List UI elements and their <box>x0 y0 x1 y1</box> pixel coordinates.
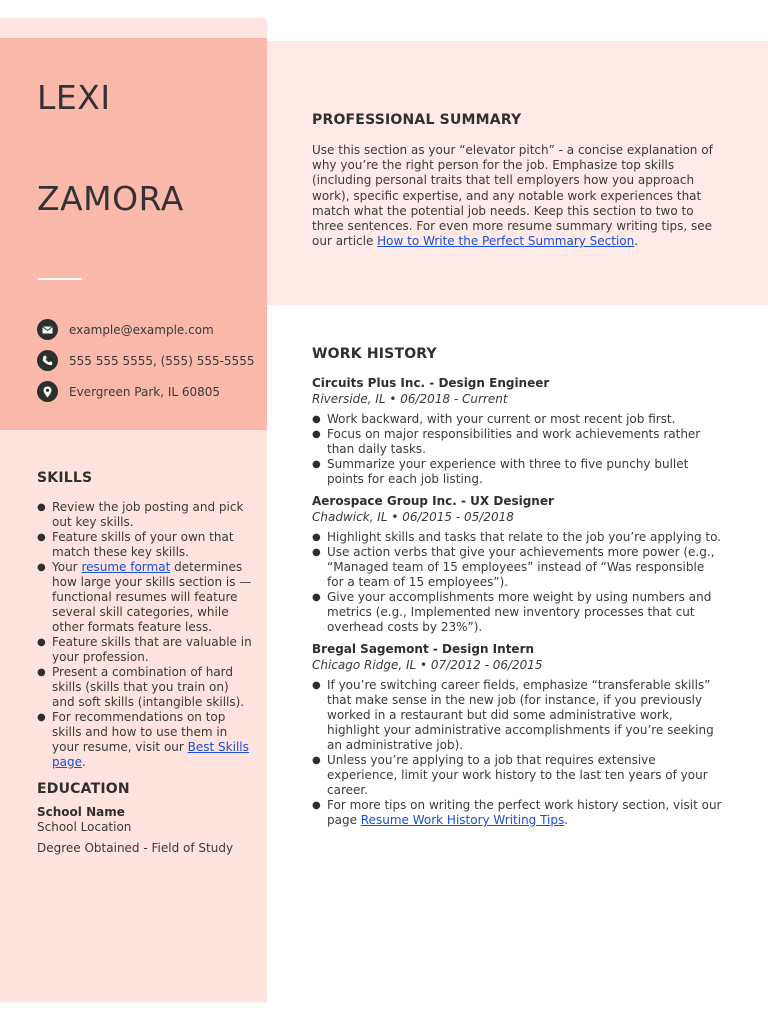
job-meta: Chadwick, IL • 06/2015 - 05/2018 <box>312 510 514 524</box>
list-item: ● Highlight skills and tasks that relate to the job you’re applying to. <box>312 530 722 545</box>
map-pin-icon <box>37 381 58 402</box>
school-location: School Location <box>37 820 132 834</box>
degree: Degree Obtained - Field of Study <box>37 841 234 855</box>
job-bullets <box>312 412 722 487</box>
list-item: ● Review the job posting and pick out key skills. <box>37 500 252 530</box>
envelope-icon <box>37 319 58 340</box>
list-item: ● Work backward, with your current or most recent job first. <box>312 412 722 427</box>
job-entry <box>312 493 722 635</box>
contact-email: example@example.com <box>69 322 214 337</box>
summary-heading: PROFESSIONAL SUMMARY <box>312 112 522 128</box>
list-item: ● For more tips on writing the perfect work history section, visit our page Resume Work History Writing Tips. <box>312 798 722 828</box>
skills-heading: SKILLS <box>37 470 93 486</box>
job-bullets <box>312 530 722 635</box>
education-heading: EDUCATION <box>37 781 130 797</box>
name-divider <box>38 278 82 280</box>
contact-address: Evergreen Park, IL 60805 <box>69 384 221 399</box>
list-item: ● If you’re switching career fields, emphasize “transferable skills” that make sense in the new job (for instance, if you previously worked in a restaurant but did some administrative work, highlight your administrative accomplishments if you’re seeking an administrative job). <box>312 678 722 753</box>
skills-list <box>37 500 252 770</box>
job-title: Aerospace Group Inc. - UX Designer <box>312 494 554 508</box>
job-meta: Chicago Ridge, IL • 07/2012 - 06/2015 <box>312 658 543 672</box>
list-item: ● For recommendations on top skills and how to use them in your resume, visit our Best Skills page. <box>37 710 252 770</box>
school-name: School Name <box>37 805 125 819</box>
phone-icon <box>37 350 58 371</box>
list-item: ● Focus on major responsibilities and work achievements rather than daily tasks. <box>312 427 722 457</box>
list-item: ● Summarize your experience with three to five punchy bullet points for each job listing. <box>312 457 722 487</box>
job-title: Circuits Plus Inc. - Design Engineer <box>312 376 550 390</box>
best-skills-link[interactable]: Best Skills page <box>52 740 249 769</box>
list-item: ● Your resume format determines how large your skills section is — functional resumes will feature several skill categories, while other formats feature less. <box>37 560 252 635</box>
work-history-tips-link[interactable]: Resume Work History Writing Tips <box>360 813 565 827</box>
list-item: ● Unless you’re applying to a job that requires extensive experience, limit your work history to the last ten years of your career. <box>312 753 722 798</box>
list-item: ● Present a combination of hard skills (skills that you train on) and soft skills (intangible skills). <box>37 665 252 710</box>
contact-phone: 555 555 5555, (555) 555-5555 <box>69 353 255 368</box>
work-history-heading: WORK HISTORY <box>312 346 437 362</box>
summary-text: Use this section as your “elevator pitch” - a concise explanation of why you’re the right person for the job. Emphasize top skills (including personal traits that tell employers how you approach work), specific expertise, and any notable work experiences that match what the potential job needs. Keep this section to two to three sentences. For even more resume summary writing tips, see our article How to Write the Perfect Summary Section. <box>312 143 713 249</box>
job-meta: Riverside, IL • 06/2018 - Current <box>312 392 508 406</box>
job-bullets <box>312 678 722 828</box>
list-item: ● Give your accomplishments more weight by using numbers and metrics (e.g., Implemented new inventory processes that cut overhead costs by 23%”). <box>312 590 722 635</box>
job-title: Bregal Sagemont - Design Intern <box>312 642 535 656</box>
contact-address-row <box>37 381 220 402</box>
sidebar-top-strip <box>0 18 267 38</box>
summary-article-link[interactable]: How to Write the Perfect Summary Section <box>377 234 635 249</box>
last-name: ZAMORA <box>37 179 184 218</box>
job-entry <box>312 375 722 487</box>
first-name: LEXI <box>37 78 111 117</box>
resume-format-link[interactable]: resume format <box>81 560 171 574</box>
list-item: ● Feature skills of your own that match these key skills. <box>37 530 252 560</box>
list-item: ● Use action verbs that give your achievements more power (e.g., “Managed team of 15 employees” instead of “Was responsible for a team of 15 employees”). <box>312 545 722 590</box>
list-item: ● Feature skills that are valuable in your profession. <box>37 635 252 665</box>
contact-email-row <box>37 319 214 340</box>
job-entry <box>312 641 722 828</box>
contact-phone-row <box>37 350 254 371</box>
